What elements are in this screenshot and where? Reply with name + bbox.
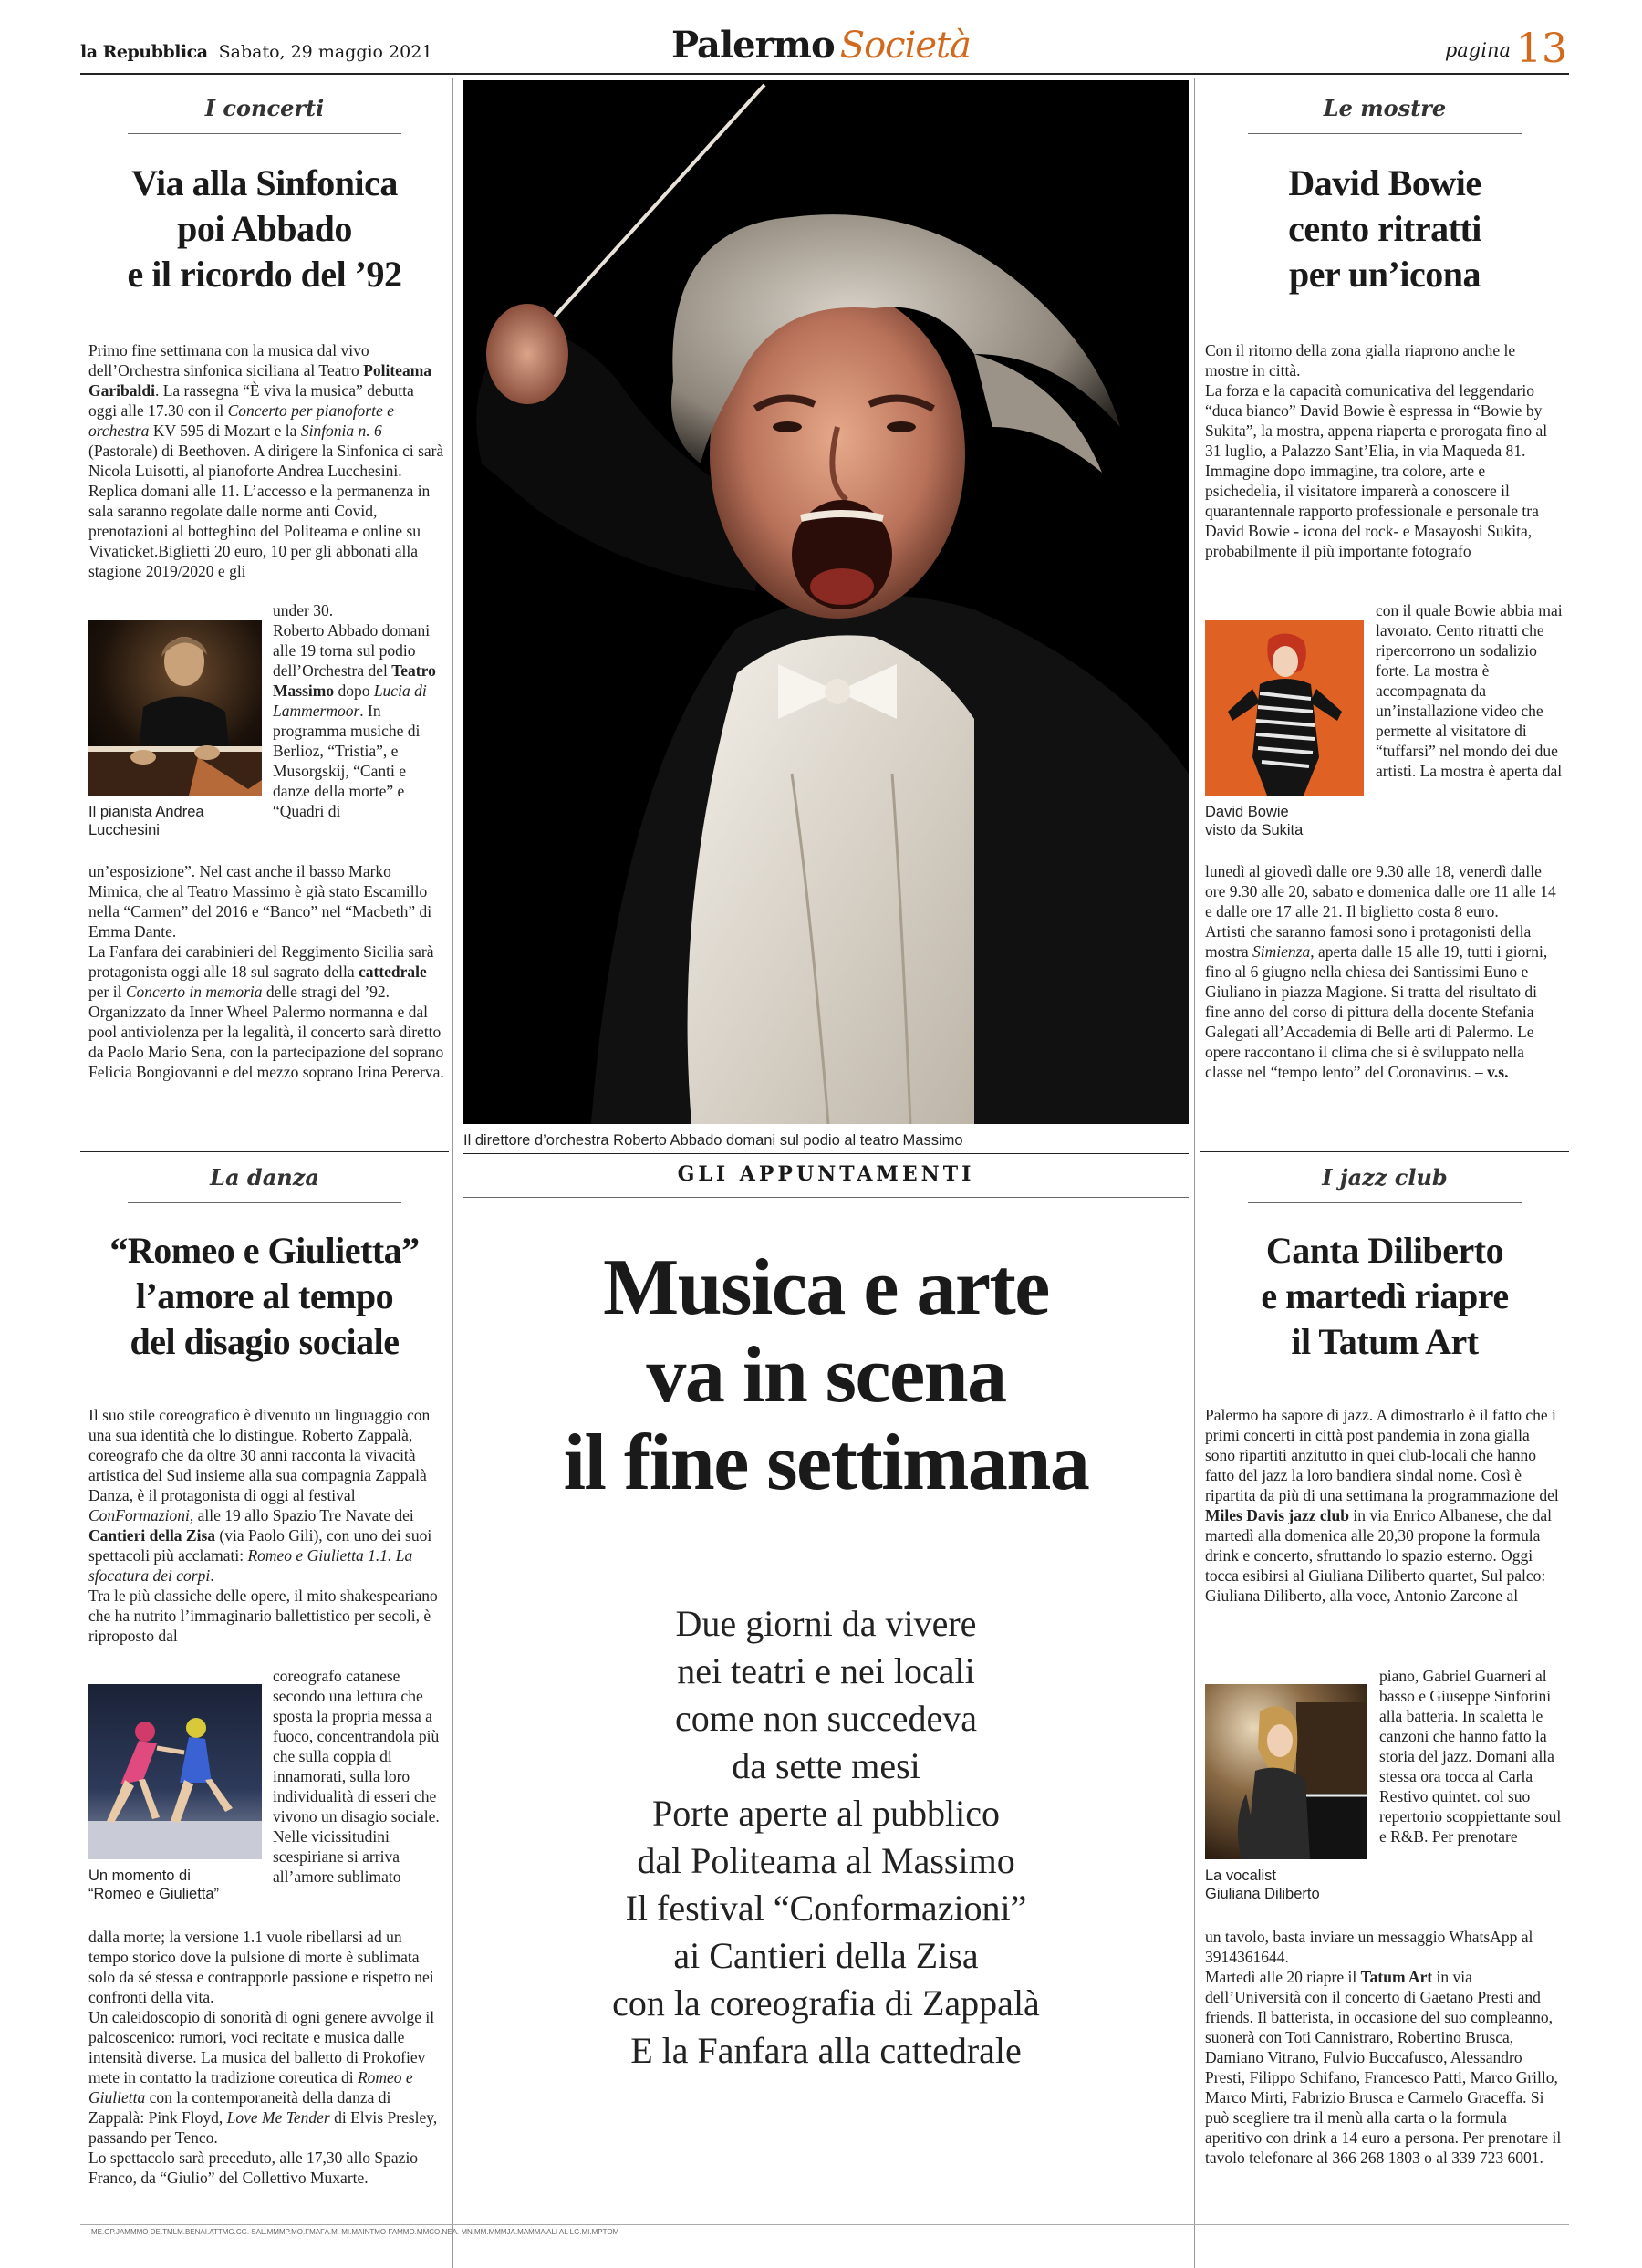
concerti-article-top: Primo fine settimana con la musica dal vivo dell’Orchestra sinfonica siciliana al Teatro Politeama Garibaldi. La rassegna “È viva la musica” debutta oggi alle 17.30 con il Concerto per pianoforte e orchestra KV 595 di Mozart e la Sinfonia n. 6 (Pastorale) di Beethoven. A dirigere la Sinfonica ci sarà Nicola Luisotti, al pianoforte Andrea Lucchesini. Replica domani alle 11. L’accesso e la permanenza in sala saranno regolate dalle norme anti Covid, prenotazioni al botteghino del Politeama e online su Vivaticket.Biglietti 20 euro, 10 per gli abbonati alla stagione 2019/2020 e gli <box>88 341 444 580</box>
jazz-photo-caption <box>1205 1867 1369 1903</box>
column-divider-right <box>1194 78 1195 2268</box>
headline-line: “Romeo e Giulietta” <box>109 1230 420 1271</box>
subheadline-line: con la coreografia di Zappalà <box>612 1982 1040 2024</box>
dancers-photo <box>88 1684 262 1859</box>
newspaper-brand: la Repubblica <box>80 42 208 62</box>
danza-kicker-rule <box>128 1202 401 1203</box>
footer-fine-print: ME.GP.JAMMMO DE.TMLM.BENAI.ATTMG.CG. SAL.MMMP.MO.FMAFA.M. MI.MAINTMO FAMMO.MMCO.NEA. MN.MM.MMMJA.MAMMA ALI AL LG.MI.MPTOM <box>91 2228 619 2236</box>
subheadline-line: nei teatri e nei locali <box>677 1650 975 1691</box>
issue-date: Sabato, 29 maggio 2021 <box>218 42 433 62</box>
jazz-headline <box>1200 1228 1569 1365</box>
caption-line: David Bowie <box>1205 804 1289 820</box>
subheadline-line: Due giorni da vivere <box>675 1603 977 1644</box>
bowie-photo <box>1205 620 1364 796</box>
headline-line: l’amore al tempo <box>135 1275 394 1316</box>
danza-article-side: coreografo catanese secondo una lettura che sposta la propria messa a fuoco, concentrandola più che sulla coppia di innamorati, sulla loro individualità di esseri che vivono un disagio sociale. Nelle vicissitudini scespiriane si arriva all’amore sublimato <box>273 1667 440 1886</box>
caption-line: Un momento di <box>88 1867 191 1884</box>
concerti-kicker: I concerti <box>204 95 325 121</box>
headline-line: Canta Diliberto <box>1265 1230 1504 1271</box>
danza-article-top: Il suo stile coreografico è divenuto un linguaggio con una sua identità che lo distingue. Roberto Zappalà, coreografo che da oltre 30 anni racconta la vivacità artistica del Sud insieme alla sua compagnia Zappalà Danza, è il protagonista di oggi al festival ConFormazioni, alle 19 allo Spazio Tre Navate dei Cantieri della Zisa (via Paolo Gili), con uno dei suoi spettacoli più acclamati: Romeo e Giulietta 1.1. La sfocatura dei corpi. Tra le più classiche delle opere, il mito shakespeariano che ha nutrito l’immaginario ballettistico per secoli, è riproposto dal <box>88 1406 438 1645</box>
caption-line: “Romeo e Giulietta” <box>88 1886 220 1902</box>
main-photo-caption: Il direttore d’orchestra Roberto Abbado domani sul podio al teatro Massimo <box>463 1132 963 1149</box>
concerti-kicker-rule <box>128 133 401 134</box>
masthead-rule <box>80 73 1569 75</box>
danza-photo-caption <box>88 1867 271 1903</box>
headline-line: il Tatum Art <box>1291 1321 1479 1362</box>
caption-line: Lucchesini <box>88 822 160 838</box>
section-rule-center <box>463 1153 1189 1154</box>
caption-line: La vocalist <box>1205 1867 1276 1884</box>
concerti-headline <box>80 161 449 297</box>
section-city: Palermo <box>671 24 835 67</box>
subheadline-line: dal Politeama al Massimo <box>637 1840 1015 1881</box>
subheadline-line: da sette mesi <box>732 1745 920 1786</box>
subheadline-line: Porte aperte al pubblico <box>652 1793 1000 1834</box>
concerti-photo-caption <box>88 803 262 839</box>
main-headline-line: Musica e arte <box>603 1243 1049 1332</box>
danza-headline <box>80 1228 449 1365</box>
mostre-kicker: Le mostre <box>1323 95 1447 121</box>
section-name: Società <box>839 25 971 67</box>
main-headline <box>463 1244 1189 1507</box>
column-divider-left <box>452 78 453 2268</box>
headline-line: David Bowie <box>1288 162 1481 203</box>
vocalist-photo <box>1205 1684 1367 1859</box>
headline-line: cento ritratti <box>1288 208 1481 249</box>
mostre-article-top: Con il ritorno della zona gialla riaprono anche le mostre in città. La forza e la capacità comunicativa del leggendario “duca bianco” David Bowie è espressa in “Bowie by Sukita”, la mostra, appena riaperta e prorogata fino al 31 luglio, a Palazzo Sant’Elia, in via Maqueda 81. Immagine dopo immagine, tra colore, arte e psichedelia, il visitatore imparerà a conoscere il quarantennale rapporto professionale e personale tra David Bowie - icona del rock- e Masayoshi Sukita, probabilmente il più importante fotografo <box>1205 341 1548 560</box>
conductor-photo <box>463 80 1189 1124</box>
page-label: pagina <box>1444 39 1511 61</box>
subheadline-line: Il festival “Conformazioni” <box>625 1888 1027 1929</box>
footer-rule <box>80 2224 1569 2225</box>
danza-article-bottom: dalla morte; la versione 1.1 vuole ribellarsi ad un tempo storico dove la pulsione di morte è sublimata solo da sé stessa e contrapporle passione e rispetto nei confronti della vita. Un caleidoscopio di sonorità di ogni genere avvolge il palcoscenico: rumori, voci recitate e musica dalle intensità diverse. La musica del balletto di Prokofiev mete in contatto la tradizione coreutica di Romeo e Giulietta con la contemporaneità della danza di Zappalà: Pink Floyd, Love Me Tender di Elvis Presley, passando per Tenco. Lo spettacolo sarà preceduto, alle 17,30 allo Spazio Franco, da “Giulio” del Collettivo Muxarte. <box>88 1928 438 2187</box>
section-rule-right <box>1200 1151 1569 1152</box>
concerti-article-bottom: un’esposizione”. Nel cast anche il basso Marko Mimica, che al Teatro Massimo è già stato Escamillo nella “Carmen” del 2016 e “Banco” nel “Macbeth” di Emma Dante. La Fanfara dei carabinieri del Reggimento Sicilia sarà protagonista oggi alle 18 sul sagrato della cattedrale per il Concerto in memoria delle stragi del ’92. Organizzato da Inner Wheel Palermo normanna e dal pool antiviolenza per la legalità, il concerto sarà diretto da Paolo Mario Sena, con la partecipazione del soprano Felicia Bongiovanni e del mezzo soprano Irina Pererva. <box>88 862 444 1081</box>
jazz-kicker: I jazz club <box>1322 1164 1448 1191</box>
jazz-kicker-rule <box>1248 1202 1522 1203</box>
mostre-headline <box>1200 161 1569 297</box>
section-title <box>0 24 1642 67</box>
main-subheadline <box>463 1600 1189 2075</box>
subheadline-line: ai Cantieri della Zisa <box>673 1935 979 1976</box>
jazz-article-bottom: un tavolo, basta inviare un messaggio WhatsApp al 3914361644. Martedì alle 20 riapre il Tatum Art in via dell’Università con il concerto di Gaetano Presti and friends. Il batterista, in occasione del suo compleanno, suonerà con Toti Cannistraro, Robertino Brusca, Damiano Vitrano, Fulvio Buccafusco, Alessandro Presti, Filippo Schifano, Francesco Patti, Marco Grillo, Marco Mirti, Fabrizio Brusca e Carmelo Graceffa. Si può scegliere tra il menù alla carta o la formula aperitivo con drink a 14 euro a persona. Per prenotare il tavolo telefonare al 366 268 1803 o al 339 723 6001. <box>1205 1928 1562 2167</box>
caption-line: visto da Sukita <box>1205 822 1304 838</box>
appuntamenti-rule <box>463 1197 1189 1198</box>
mostre-article-side: con il quale Bowie abbia mai lavorato. Cento ritratti che ripercorrono un sodalizio forte. La mostra è accompagnata da un’installazione video che permette al visitatore di “tuffarsi” nel mondo dei due artisti. La mostra è aperta dal <box>1376 601 1563 780</box>
headline-line: Via alla Sinfonica <box>131 162 398 203</box>
pianist-photo <box>88 620 262 796</box>
jazz-article-top: Palermo ha sapore di jazz. A dimostrarlo è il fatto che i primi concerti in città post pandemia in zona gialla sono ripartiti anzitutto in quei club-locali che hanno fatto del jazz la loro bandiera sindal nome. Così è ripartita da più di una settimana la programmazione del Miles Davis jazz club in via Enrico Albanese, che dal martedì alla domenica alle 20,30 propone la formula drink e concerto, sfruttando lo spazio esterno. Oggi tocca esibirsi al Giuliana Diliberto quartet, Sul palco: Giuliana Diliberto, alla voce, Antonio Zarcone al <box>1205 1406 1559 1605</box>
caption-line: Giuliana Diliberto <box>1205 1886 1320 1902</box>
subheadline-line: come non succedeva <box>675 1698 977 1739</box>
page-number: 13 <box>1516 26 1567 72</box>
subheadline-line: E la Fanfara alla cattedrale <box>630 2030 1022 2071</box>
headline-line: e martedì riapre <box>1261 1275 1509 1316</box>
caption-line: Il pianista Andrea <box>88 804 204 820</box>
headline-line: per un’icona <box>1289 254 1481 295</box>
headline-line: poi Abbado <box>177 208 352 249</box>
section-rule-left <box>80 1151 449 1152</box>
mostre-kicker-rule <box>1248 133 1522 134</box>
page-number-block <box>1445 26 1567 72</box>
jazz-article-side: piano, Gabriel Guarneri al basso e Giuseppe Sinforini alla batteria. In scaletta le canzoni che hanno fatto la storia del jazz. Domani alla stessa ora tocca al Carla Restivo quintet. col suo repertorio scoppiettante soul e R&B. Per prenotare <box>1379 1667 1562 1846</box>
danza-kicker: La danza <box>210 1164 319 1191</box>
mostre-photo-caption <box>1205 803 1369 839</box>
appuntamenti-label: GLI APPUNTAMENTI <box>677 1162 975 1186</box>
headline-line: e il ricordo del ’92 <box>127 254 402 295</box>
main-headline-line: va in scena <box>646 1331 1006 1420</box>
concerti-article-side: under 30. Roberto Abbado domani alle 19 torna sul podio dell’Orchestra del Teatro Massimo dopo Lucia di Lammermoor. In programma musiche di Berlioz, “Tristia”, e Musorgskij, “Canti e danze della morte” e “Quadri di <box>273 601 436 820</box>
mostre-article-bottom: lunedì al giovedì dalle ore 9.30 alle 18, venerdì dalle ore 9.30 alle 20, sabato e domenica dalle ore 11 alle 14 e dalle ore 17 alle 21. Il biglietto costa 8 euro. Artisti che saranno famosi sono i protagonisti della mostra Simienza, aperta dalle 15 alle 19, tutti i giorni, fino al 6 giugno nella chiesa dei Santissimi Euno e Giuliano in piazza Magione. Si tratta del risultato di fine anno del corso di pittura della docente Stefania Galegati all’Accademia di Belle arti di Palermo. Le opere raccontano il clima che si è sviluppato nella classe nel “tempo lento” del Coronavirus. – v.s. <box>1205 862 1556 1081</box>
headline-line: del disagio sociale <box>130 1321 400 1362</box>
main-headline-line: il fine settimana <box>563 1419 1089 1507</box>
